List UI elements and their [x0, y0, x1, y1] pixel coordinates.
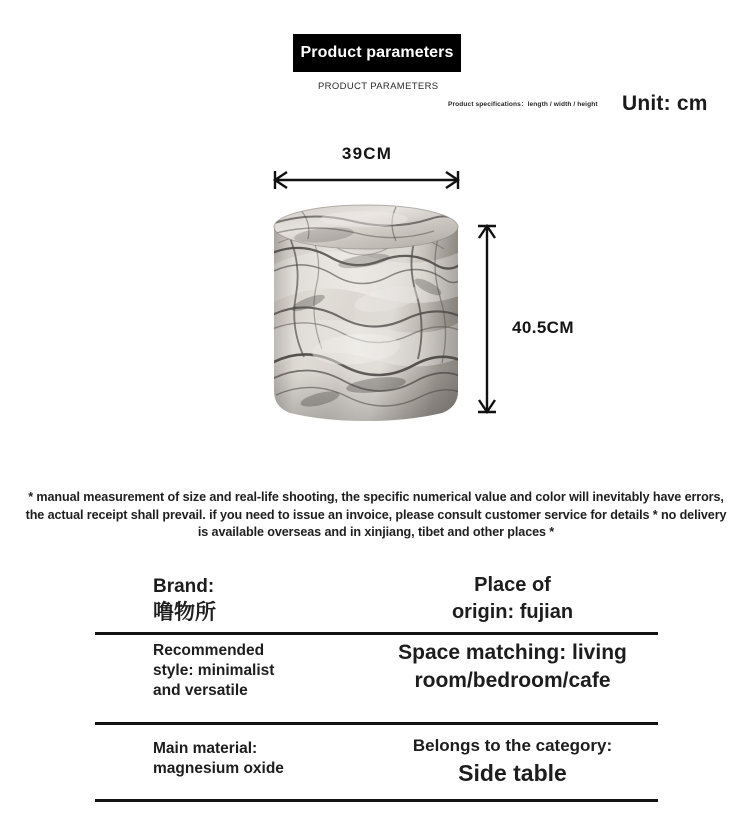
product-image-container	[268, 199, 464, 421]
style-label-line2: style: minimalist	[153, 662, 275, 679]
style-label-line3: and versatile	[153, 682, 248, 699]
table-row	[95, 635, 658, 725]
spec-note: Product specifications：length / width / height	[448, 101, 598, 108]
specification-table	[95, 572, 658, 802]
disclaimer-text: * manual measurement of size and real-life shooting, the specific numerical value and color will inevitably have errors, the actual receipt shall prevail. if you need to issue an invoice, please consult customer service for details * no delivery is available overseas and in xinjiang, tibet and other places *	[25, 490, 727, 539]
height-dimension-label: 40.5CM	[512, 318, 574, 337]
spec-cell-origin	[357, 572, 658, 626]
space-matching-line1: Space matching: living	[398, 641, 627, 664]
table-row	[95, 572, 658, 635]
spec-cell-category	[357, 725, 658, 788]
height-arrow-icon	[478, 226, 496, 412]
table-row	[95, 725, 658, 802]
origin-label: Place of	[474, 574, 551, 596]
material-value: magnesium oxide	[153, 760, 284, 777]
spec-cell-brand	[95, 572, 357, 626]
brand-value: 噜物所	[153, 601, 216, 624]
style-label-line1: Recommended	[153, 642, 265, 659]
origin-value: origin: fujian	[451, 601, 574, 623]
spec-cell-material	[95, 725, 357, 779]
category-value: Side table	[458, 760, 567, 786]
material-label: Main material:	[153, 740, 258, 757]
width-arrow-icon	[275, 171, 458, 189]
width-dimension-label: 39CM	[341, 144, 393, 163]
space-matching-line2: room/bedroom/cafe	[414, 669, 611, 692]
spec-cell-space-matching	[357, 635, 658, 695]
spec-cell-style	[95, 635, 357, 701]
page-subtitle: PRODUCT PARAMETERS	[318, 81, 439, 92]
brand-label: Brand:	[153, 576, 215, 597]
unit-label: Unit: cm	[622, 92, 708, 115]
marble-cylinder-side-table-image	[268, 199, 464, 421]
category-label: Belongs to the category:	[412, 736, 613, 755]
page-title-badge: Product parameters	[293, 34, 461, 72]
